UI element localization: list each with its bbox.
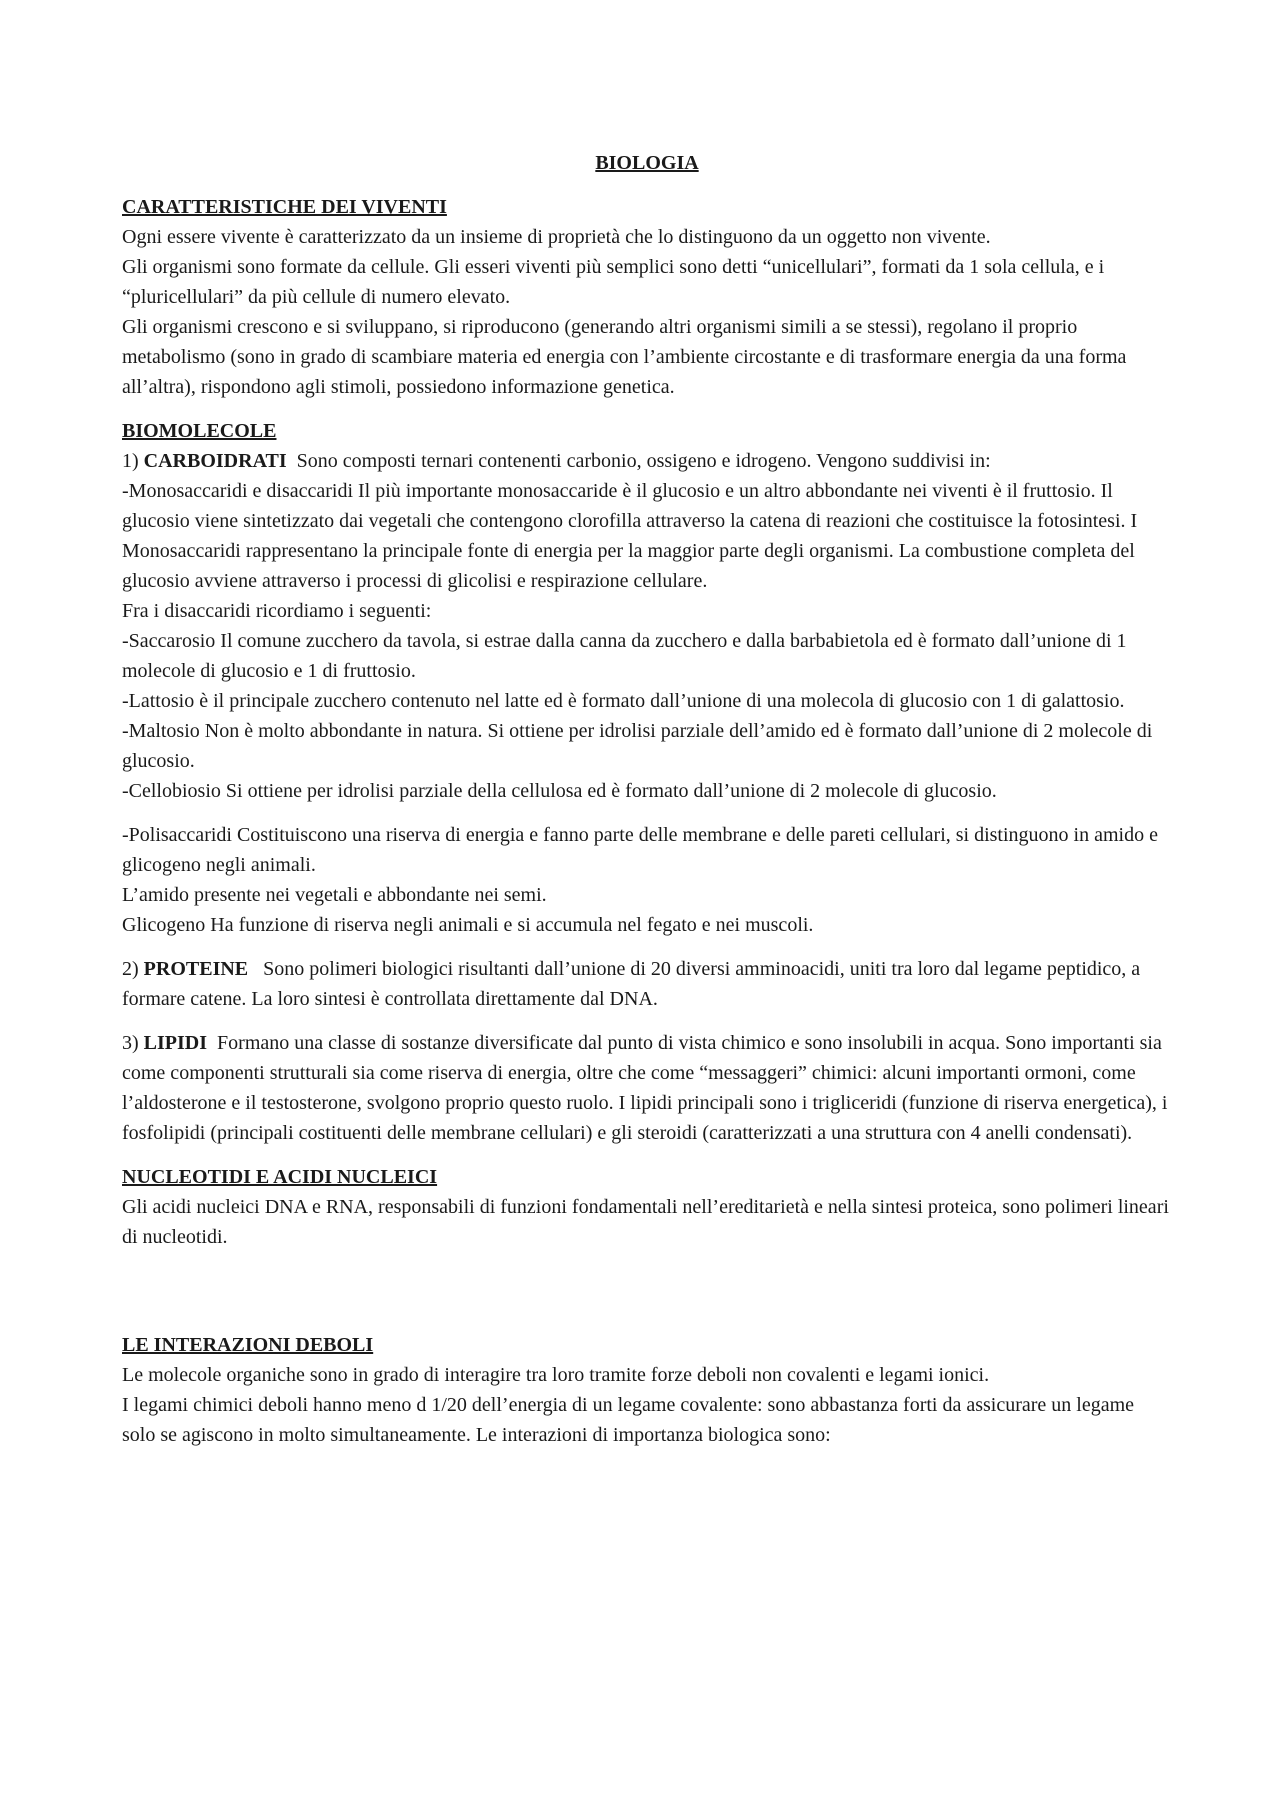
paragraph-maltosio: -Maltosio Non è molto abbondante in natura. Si ottiene per idrolisi parziale dell’amido ed è formato dall’unione di 2 molecole di glucosio.	[122, 720, 1153, 772]
term-text: Sono composti ternari contenenti carbonio, ossigeno e idrogeno. Vengono suddivisi in:	[296, 450, 991, 472]
paragraph-saccarosio: -Saccarosio Il comune zucchero da tavola, si estrae dalla canna da zucchero e dalla barbabietola ed è formato dall’unione di 1 molecole di glucosio e 1 di fruttosio.	[122, 630, 1127, 682]
paragraph-cellobiosio: -Cellobiosio Si ottiene per idrolisi parziale della cellulosa ed è formato dall’unione di 2 molecole di glucosio.	[122, 780, 997, 802]
section-nucleotidi	[122, 1162, 1172, 1252]
section-biomolecole	[122, 416, 1172, 1148]
section-heading: CARATTERISTICHE DEI VIVENTI	[122, 196, 447, 218]
paragraph-lattosio: -Lattosio è il principale zucchero contenuto nel latte ed è formato dall’unione di una molecola di glucosio con 1 di galattosio.	[122, 690, 1125, 712]
section-heading: LE INTERAZIONI DEBOLI	[122, 1334, 374, 1356]
paragraph: Gli organismi sono formate da cellule. Gli esseri viventi più semplici sono detti “unicellulari”, formati da 1 sola cellula, e i “pluricellulari” da più cellule di numero elevato.	[122, 256, 1105, 308]
term-lipidi: LIPIDI	[143, 1032, 208, 1054]
paragraph: Le molecole organiche sono in grado di interagire tra loro tramite forze deboli non covalenti e legami ionici.	[122, 1364, 990, 1386]
document-page	[122, 148, 1172, 1450]
paragraph: Gli acidi nucleici DNA e RNA, responsabili di funzioni fondamentali nell’ereditarietà e nella sintesi proteica, sono polimeri lineari di nucleotidi.	[122, 1196, 1169, 1248]
paragraph-polisaccaridi: -Polisaccaridi Costituiscono una riserva di energia e fanno parte delle membrane e delle pareti cellulari, si distinguono in amido e glicogeno negli animali.	[122, 824, 1158, 876]
paragraph-amido: L’amido presente nei vegetali e abbondante nei semi.	[122, 884, 547, 906]
paragraph-monosaccaridi: -Monosaccaridi e disaccaridi Il più importante monosaccaride è il glucosio e un altro abbondante nei viventi è il fruttosio. Il glucosio viene sintetizzato dai vegetali che contengono clorofilla attraverso la catena di reazioni che costituisce la fotosintesi. I Monosaccaridi rappresentano la principale fonte di energia per la maggior parte degli organismi. La combustione completa del glucosio avviene attraverso i processi di glicolisi e respirazione cellulare.	[122, 480, 1138, 592]
term-carboidrati: CARBOIDRATI	[143, 450, 287, 472]
lipidi-paragraph	[122, 1028, 1172, 1148]
paragraph: Gli organismi crescono e si sviluppano, si riproducono (generando altri organismi simili a se stessi), regolano il proprio metabolismo (sono in grado di scambiare materia ed energia con l’ambiente circostante e di trasformare energia da una forma all’altra), rispondono agli stimoli, possiedono informazione genetica.	[122, 316, 1127, 398]
term-text: Formano una classe di sostanze diversificate dal punto di vista chimico e sono insolubili in acqua. Sono importanti sia come componenti strutturali sia come riserva di energia, oltre che come “messaggeri” chimici: alcuni importanti ormoni, come l’aldosterone e il testosterone, svolgono proprio questo ruolo. I lipidi principali sono i trigliceridi (funzione di riserva energetica), i fosfolipidi (principali costituenti delle membrane cellulari) e gli steroidi (caratterizzati a una struttura con 4 anelli condensati).	[122, 1032, 1168, 1144]
document-title: BIOLOGIA	[595, 152, 699, 174]
paragraph-glicogeno: Glicogeno Ha funzione di riserva negli animali e si accumula nel fegato e nei muscoli.	[122, 914, 814, 936]
term-proteine: PROTEINE	[143, 958, 249, 980]
proteine-paragraph	[122, 954, 1172, 1014]
section-heading: NUCLEOTIDI E ACIDI NUCLEICI	[122, 1166, 438, 1188]
section-interazioni-deboli	[122, 1330, 1172, 1450]
section-caratteristiche-viventi	[122, 192, 1172, 402]
section-heading: BIOMOLECOLE	[122, 420, 277, 442]
term-text: Sono polimeri biologici risultanti dall’unione di 20 diversi amminoacidi, uniti tra loro dal legame peptidico, a formare catene. La loro sintesi è controllata direttamente dal DNA.	[122, 958, 1141, 1010]
item-number: 3)	[122, 1032, 139, 1054]
paragraph: Ogni essere vivente è caratterizzato da un insieme di proprietà che lo distinguono da un oggetto non vivente.	[122, 226, 991, 248]
item-number: 1)	[122, 450, 139, 472]
paragraph: I legami chimici deboli hanno meno d 1/20 dell’energia di un legame covalente: sono abbastanza forti da assicurare un legame solo se agiscono in molto simultaneamente. Le interazioni di importanza biologica sono:	[122, 1394, 1135, 1446]
paragraph-disaccaridi-intro: Fra i disaccaridi ricordiamo i seguenti:	[122, 600, 432, 622]
item-number: 2)	[122, 958, 139, 980]
carboidrati-paragraph	[122, 446, 1172, 476]
